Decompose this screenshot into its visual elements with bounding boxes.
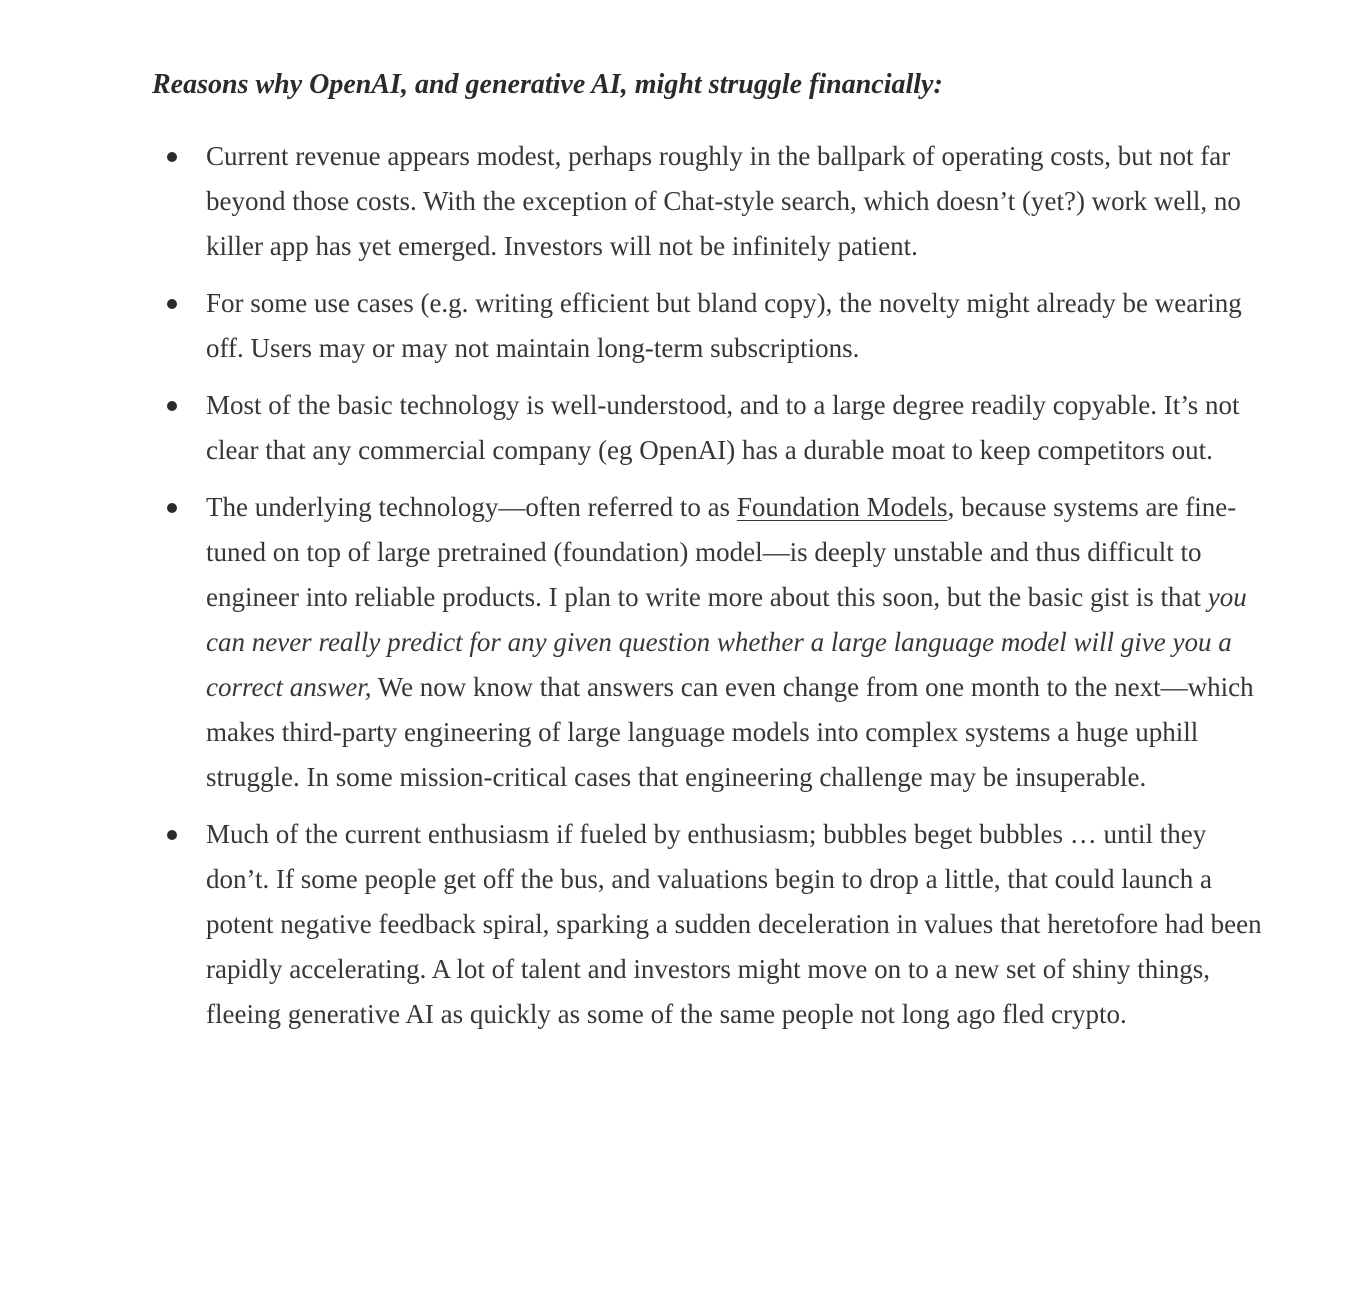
bullet-dot-icon bbox=[167, 152, 177, 162]
reasons-list bbox=[152, 134, 1262, 1037]
section-heading: Reasons why OpenAI, and generative AI, might struggle financially: bbox=[152, 69, 943, 100]
list-item-text: Current revenue appears modest, perhaps roughly in the ballpark of operating costs, but not far beyond those costs. With the exception of Chat-style search, which doesn’t (yet?) work well, no killer app has yet emerged. Investors will not be infinitely patient. bbox=[206, 141, 1241, 261]
list-item-text-end: We now know that answers can even change from one month to the next—which makes third-party engineering of large language models into complex systems a huge uphill struggle. In some mission-critical cases that engineering challenge may be insuperable. bbox=[206, 672, 1254, 792]
bullet-dot-icon bbox=[167, 830, 177, 840]
list-item-text: Most of the basic technology is well-understood, and to a large degree readily copyable. It’s not clear that any commercial company (eg OpenAI) has a durable moat to keep competitors out. bbox=[206, 390, 1240, 465]
list-item bbox=[152, 281, 1262, 371]
list-item bbox=[152, 812, 1262, 1037]
foundation-models-link[interactable]: Foundation Models bbox=[736, 492, 948, 522]
list-item bbox=[152, 485, 1262, 800]
list-item-text: Much of the current enthusiasm if fueled by enthusiasm; bubbles beget bubbles … until they don’t. If some people get off the bus, and valuations begin to drop a little, that could launch a potent negative feedback spiral, sparking a sudden deceleration in values that heretofore had been rapidly accelerating. A lot of talent and investors might move on to a new set of shiny things, fleeing generative AI as quickly as some of the same people not long ago fled crypto. bbox=[206, 819, 1262, 1029]
list-item-text-after-link: , because systems are fine-tuned on top of large pretrained (foundation) model—is deeply unstable and thus difficult to engineer into reliable products. I plan to write more about this soon, but the basic gist is that bbox=[206, 492, 1237, 612]
list-item bbox=[152, 134, 1262, 269]
bullet-dot-icon bbox=[167, 401, 177, 411]
bullet-dot-icon bbox=[167, 503, 177, 513]
list-item bbox=[152, 383, 1262, 473]
list-item-italic-text: you can never really predict for any given question whether a large language model will give you a correct answer, bbox=[206, 582, 1247, 702]
list-item-text-before-link: The underlying technology—often referred to as bbox=[206, 492, 737, 522]
article-body bbox=[152, 62, 1262, 1049]
bullet-dot-icon bbox=[167, 299, 177, 309]
list-item-text: For some use cases (e.g. writing efficient but bland copy), the novelty might already be wearing off. Users may or may not maintain long-term subscriptions. bbox=[206, 288, 1242, 363]
